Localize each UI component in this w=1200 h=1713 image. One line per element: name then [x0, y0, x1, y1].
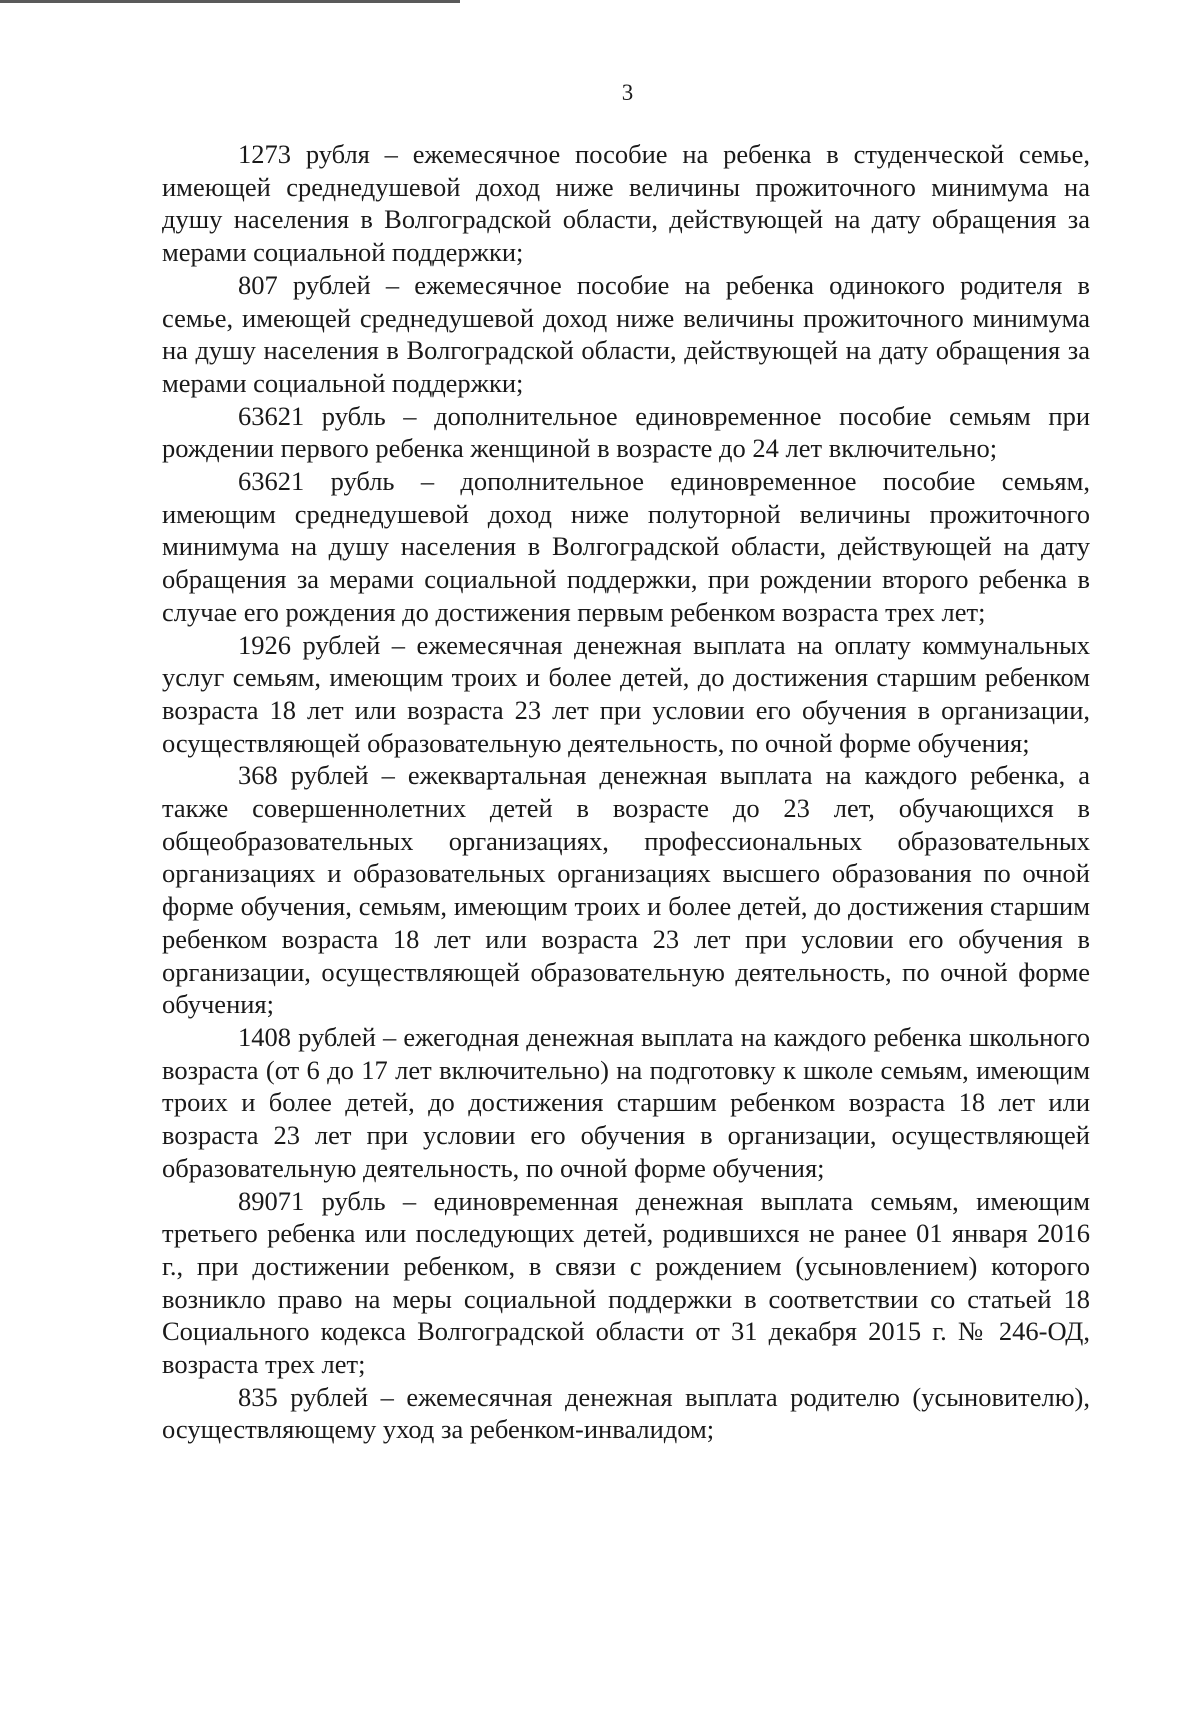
paragraph-368-quarterly: 368 рублей – ежеквартальная денежная выплата на каждого ребенка, а также совершеннолетних детей в возрасте до 23 лет, обучающихся в общеобразовательных организациях, профессиональных образовательных организациях и образовательных организациях высшего образования по очной форме обучения, семьям, имеющим троих и более детей, до достижения старшим ребенком возраста 18 лет или возраста 23 лет при условии его обучения в организации, осуществляющей образовательную деятельность, по очной форме обучения;	[162, 760, 1090, 1020]
paragraph-1273-student-family: 1273 рубля – ежемесячное пособие на ребенка в студенческой семье, имеющей среднедушевой доход ниже величины прожиточного минимума на душу населения в Волгоградской области, действующей на дату обращения за мерами социальной поддержки;	[162, 139, 1090, 268]
paragraph-63621-first-child: 63621 рубль – дополнительное единовременное пособие семьям при рождении первого ребенка женщиной в возрасте до 24 лет включительно;	[162, 400, 1090, 464]
paragraph-807-single-parent: 807 рублей – ежемесячное пособие на ребенка одинокого родителя в семье, имеющей среднедушевой доход ниже величины прожиточного минимума на душу населения в Волгоградской области, действующей на дату обращения за мерами социальной поддержки;	[162, 269, 1090, 398]
document-body	[162, 138, 1090, 1446]
paragraph-835-disabled-child-care: 835 рублей – ежемесячная денежная выплата родителю (усыновителю), осуществляющему уход за ребенком-инвалидом;	[162, 1381, 1090, 1445]
page-number: 3	[621, 80, 634, 105]
paragraph-1408-school-prep: 1408 рублей – ежегодная денежная выплата на каждого ребенка школьного возраста (от 6 до 17 лет включительно) на подготовку к школе семьям, имеющим троих и более детей, до достижения старшим ребенком возраста 18 лет или возраста 23 лет при условии его обучения в организации, осуществляющей образовательную деятельность, по очной форме обучения;	[162, 1021, 1090, 1183]
paragraph-89071-third-child: 89071 рубль – единовременная денежная выплата семьям, имеющим третьего ребенка или последующих детей, родившихся не ранее 01 января 2016 г., при достижении ребенком, в связи с рождением (усыновлением) которого возникло право на меры социальной поддержки в соответствии со статьей 18 Социального кодекса Волгоградской области от 31 декабря 2015 г. № 246-ОД, возраста трех лет;	[162, 1185, 1090, 1380]
paragraph-63621-second-child: 63621 рубль – дополнительное единовременное пособие семьям, имеющим среднедушевой доход ниже полуторной величины прожиточного минимума на душу населения в Волгоградской области, действующей на дату обращения за мерами социальной поддержки, при рождении второго ребенка в случае его рождения до достижения первым ребенком возраста трех лет;	[162, 466, 1090, 627]
scan-edge-line	[0, 0, 460, 3]
paragraph-1926-utilities: 1926 рублей – ежемесячная денежная выплата на оплату коммунальных услуг семьям, имеющим троих и более детей, до достижения старшим ребенком возраста 18 лет или возраста 23 лет при условии его обучения в организации, осуществляющей образовательную деятельность, по очной форме обучения;	[162, 629, 1090, 758]
